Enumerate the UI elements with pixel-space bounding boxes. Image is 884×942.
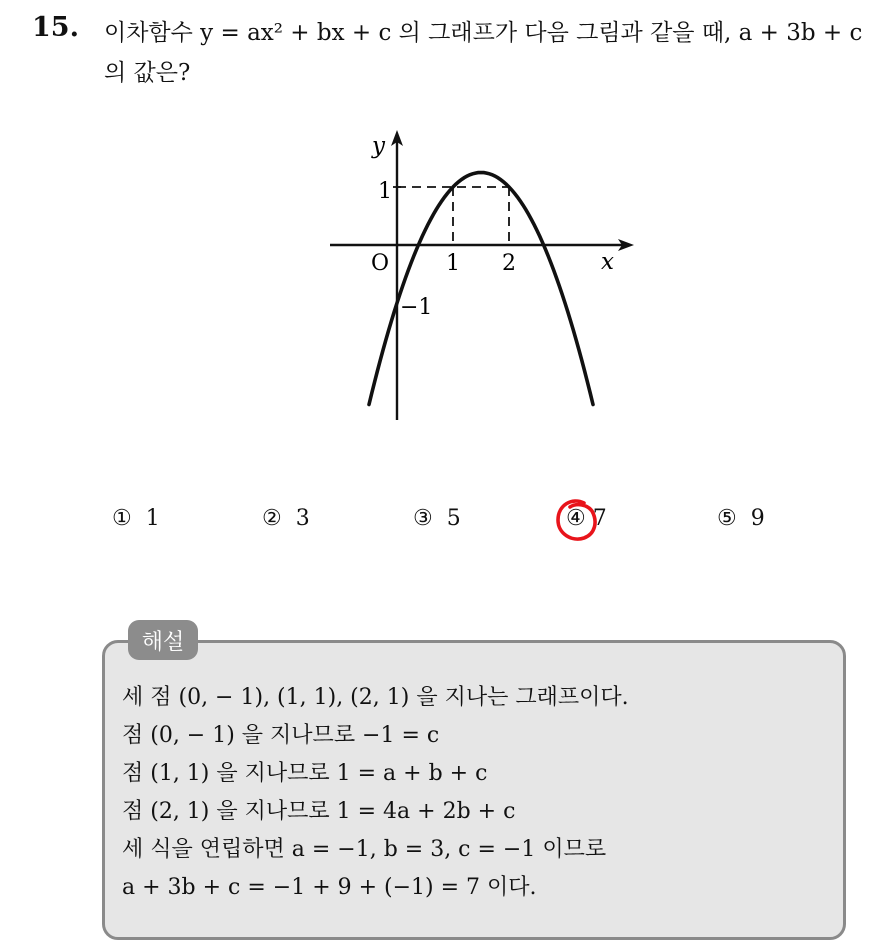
solution-badge: 해설 <box>128 620 198 660</box>
dashed-guide-lines <box>393 187 509 245</box>
choice-5-marker: ⑤ <box>717 506 737 531</box>
choice-4-value: 7 <box>592 506 607 531</box>
choice-3-marker: ③ <box>413 506 433 531</box>
choice-2-marker: ② <box>262 506 282 531</box>
x-tick-label-2: 2 <box>502 251 516 276</box>
choice-3[interactable] <box>413 506 461 531</box>
y-intercept-label: −1 <box>400 295 433 320</box>
answer-circle-mark-icon <box>554 496 602 546</box>
question-text-line-1: 이차함수 y = ax² + bx + c 의 그래프가 다음 그림과 같을 때, a + 3b + c <box>104 20 863 46</box>
choice-3-value: 5 <box>446 506 461 531</box>
parabola-graph <box>320 120 650 430</box>
solution-line-5: 세 식을 연립하면 a = −1, b = 3, c = −1 이므로 <box>122 837 607 862</box>
choice-2-value: 3 <box>295 506 310 531</box>
solution-line-6: a + 3b + c = −1 + 9 + (−1) = 7 이다. <box>122 875 537 900</box>
parabola-curve <box>369 173 593 405</box>
solution-line-1: 세 점 (0, − 1), (1, 1), (2, 1) 을 지나는 그래프이다. <box>122 685 629 710</box>
solution-line-4: 점 (2, 1) 을 지나므로 1 = 4a + 2b + c <box>122 799 516 824</box>
solution-line-3: 점 (1, 1) 을 지나므로 1 = a + b + c <box>122 761 488 786</box>
x-axis-label: x <box>601 249 614 275</box>
choice-2[interactable] <box>262 506 310 531</box>
choice-1[interactable] <box>112 506 160 531</box>
y-axis-label: y <box>372 133 385 159</box>
question-text-line-2: 의 값은? <box>104 60 191 86</box>
answer-choices <box>0 506 884 538</box>
origin-label: O <box>371 251 390 276</box>
choice-5[interactable] <box>717 506 765 531</box>
choice-4-marker: ④ <box>566 506 586 531</box>
question-number: 15. <box>32 12 79 43</box>
solution-line-2: 점 (0, − 1) 을 지나므로 −1 = c <box>122 723 440 748</box>
y-tick-label: 1 <box>378 179 392 204</box>
x-tick-label-1: 1 <box>446 251 460 276</box>
choice-1-value: 1 <box>145 506 160 531</box>
choice-1-marker: ① <box>112 506 132 531</box>
choice-5-value: 9 <box>750 506 765 531</box>
